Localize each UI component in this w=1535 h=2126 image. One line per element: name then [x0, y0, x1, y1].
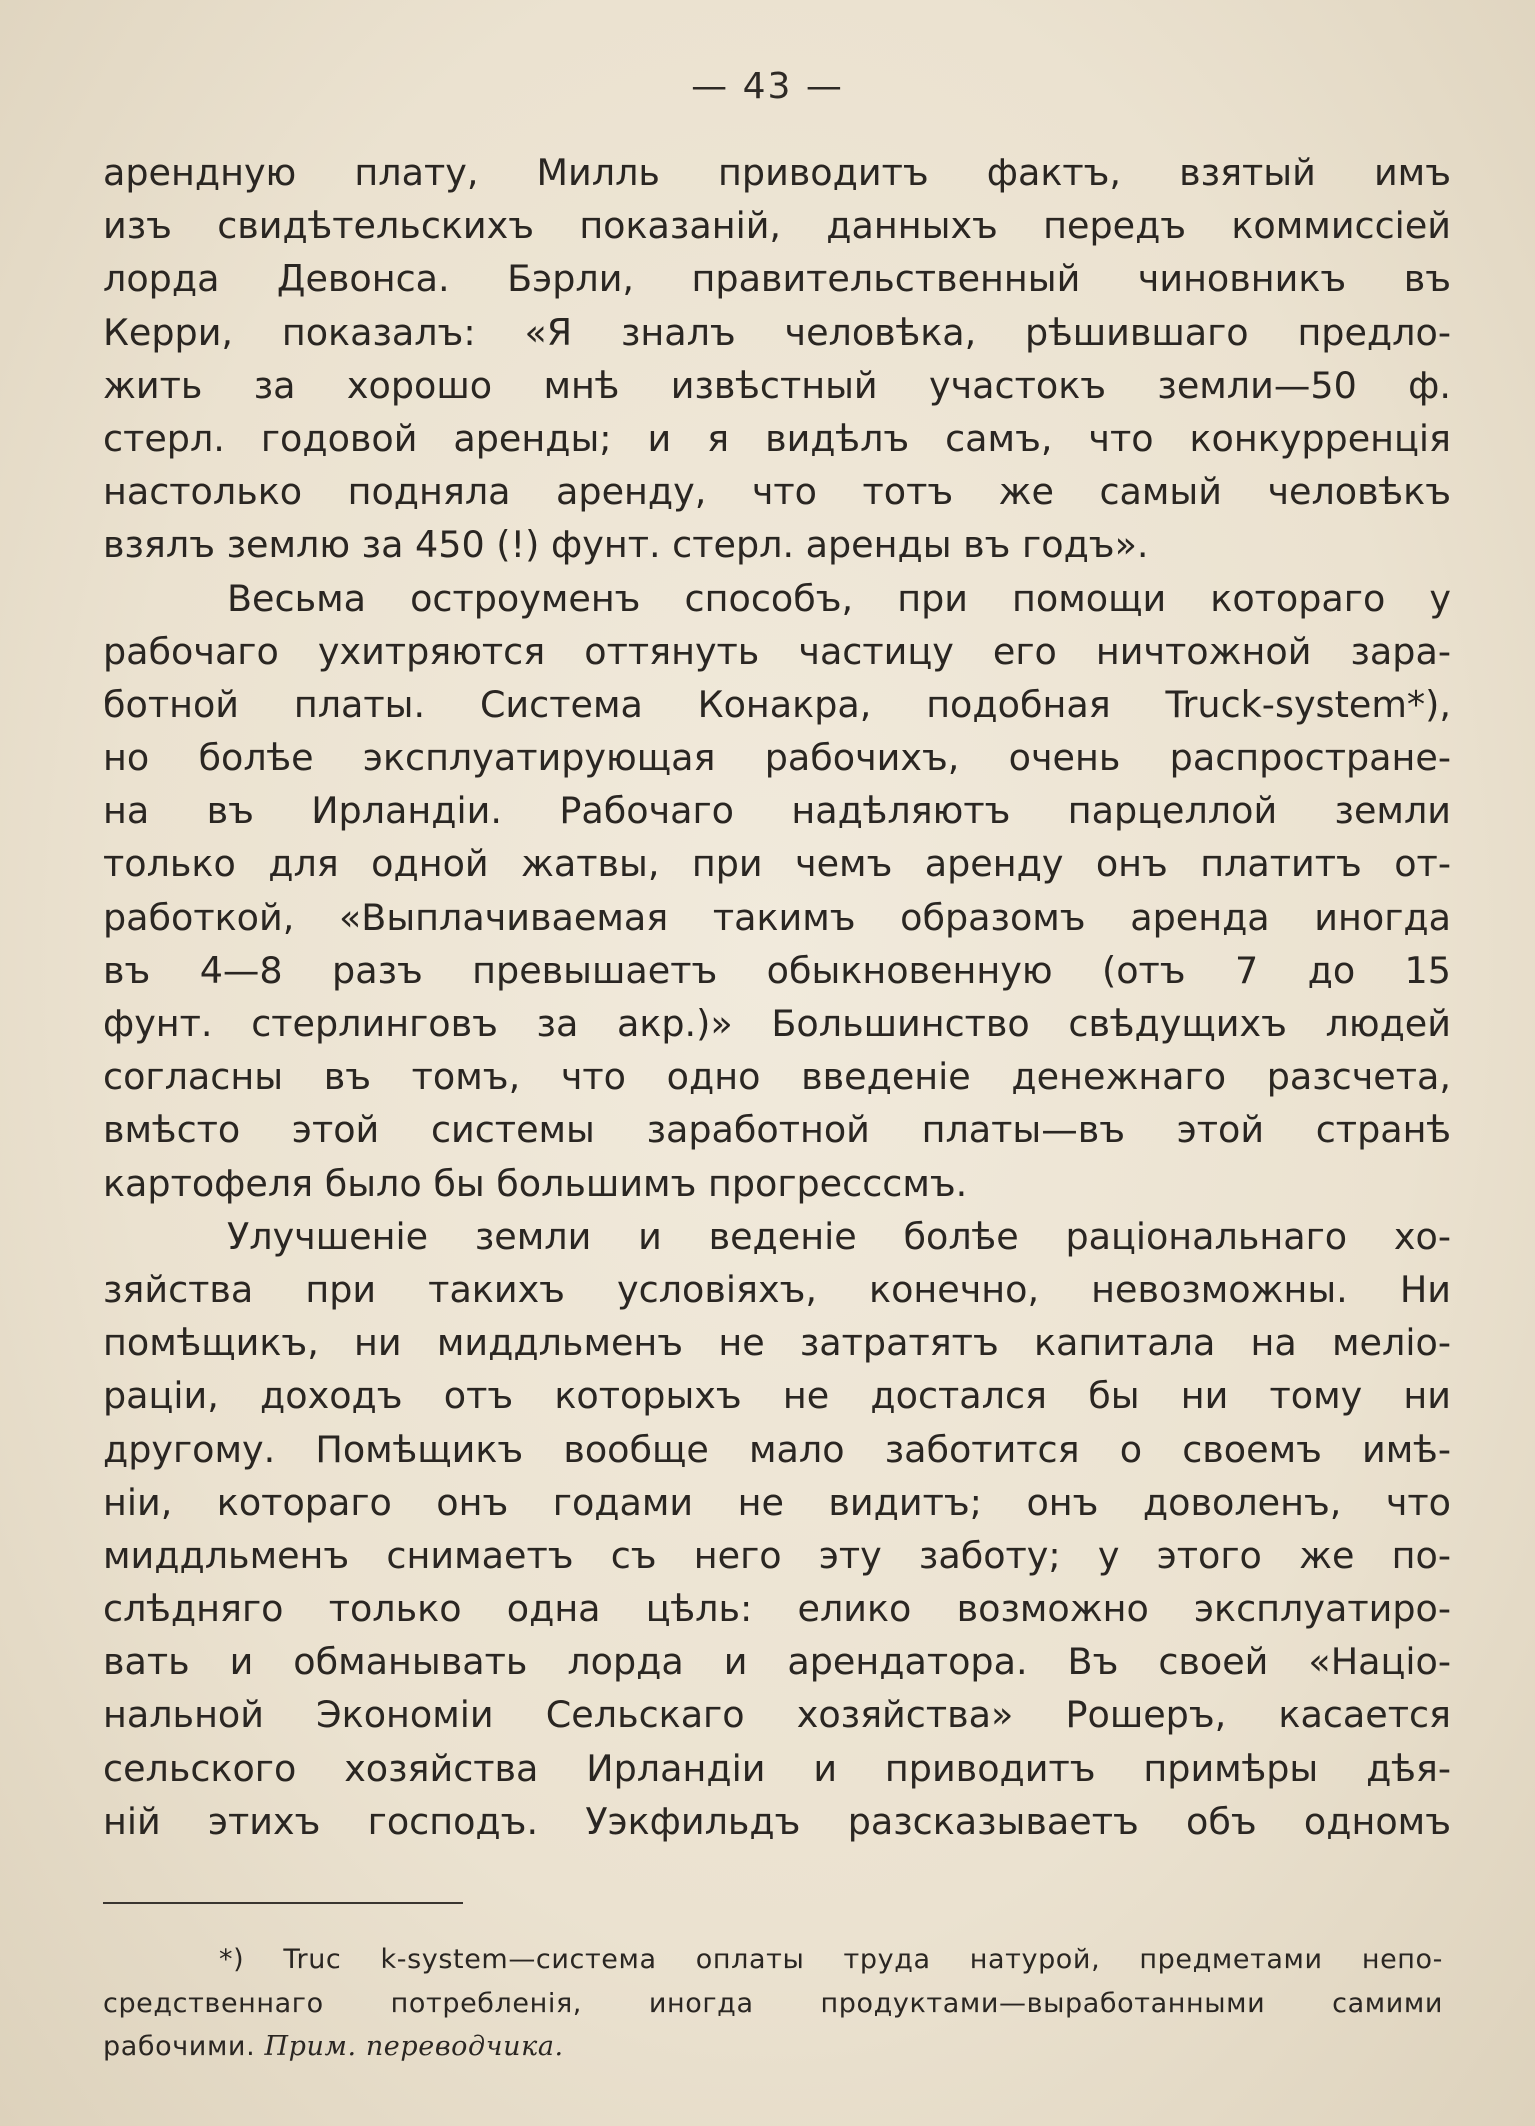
text-line: настолько подняла аренду, что тотъ же самый человѣкъ — [103, 470, 1451, 514]
text-line: зяйства при такихъ условіяхъ, конечно, невозможны. Ни — [103, 1267, 1451, 1311]
text-line: ніи, котораго онъ годами не видитъ; онъ доволенъ, что — [103, 1480, 1451, 1524]
text-line: на въ Ирландіи. Рабочаго надѣляютъ парцеллой земли — [103, 789, 1451, 833]
text-line: изъ свидѣтельскихъ показаній, данныхъ передъ коммиссіей — [103, 204, 1451, 248]
translator-note: Прим. переводчика. — [264, 2031, 564, 2062]
text-line: слѣдняго только одна цѣль: елико возможно эксплуатиро- — [103, 1587, 1451, 1631]
text-line: помѣщикъ, ни миддльменъ не затратятъ капитала на меліо- — [103, 1321, 1451, 1365]
text-line: Керри, показалъ: «Я зналъ человѣка, рѣшившаго предло- — [103, 310, 1451, 354]
page-number: — 43 — — [691, 66, 844, 107]
paragraph-start-line: Улучшеніе земли и веденіе болѣе раціональнаго хо- — [227, 1214, 1451, 1258]
text-line: картофеля было бы большимъ прогресссмъ. — [103, 1161, 968, 1205]
text-line: миддльменъ снимаетъ съ него эту заботу; у этого же по- — [103, 1533, 1451, 1577]
main-text — [103, 146, 1451, 1848]
text-line: стерл. годовой аренды; и я видѣлъ самъ, что конкурренція — [103, 416, 1451, 460]
text-line: раціи, доходъ отъ которыхъ не достался бы ни тому ни — [103, 1374, 1451, 1418]
footnote — [103, 1938, 1443, 2069]
footnote-line — [103, 2025, 1443, 2069]
text-line: ній этихъ господъ. Уэкфильдъ разсказываетъ объ одномъ — [103, 1799, 1451, 1843]
text-line: въ 4—8 разъ превышаетъ обыкновенную (отъ 7 до 15 — [103, 948, 1451, 992]
text-line: взялъ землю за 450 (!) фунт. стерл. аренды въ годъ». — [103, 523, 1149, 567]
text-line: жить за хорошо мнѣ извѣстный участокъ земли—50 ф. — [103, 363, 1451, 407]
footnote-line: *) Truc k-system—система оплаты труда натурой, предметами непо- — [219, 1944, 1443, 1975]
text-line: работкой, «Выплачиваемая такимъ образомъ аренда иногда — [103, 895, 1451, 939]
paragraph-start-line: Весьма остроуменъ способъ, при помощи котораго у — [227, 576, 1451, 620]
text-line: сельского хозяйства Ирландіи и приводитъ примѣры дѣя- — [103, 1746, 1451, 1790]
text-line: вать и обманывать лорда и арендатора. Въ своей «Націо- — [103, 1640, 1451, 1684]
text-line: нальной Экономіи Сельскаго хозяйства» Рошеръ, касается — [103, 1693, 1451, 1737]
text-line: лорда Девонса. Бэрли, правительственный чиновникъ въ — [103, 257, 1451, 301]
text-line: рабочаго ухитряются оттянуть частицу его ничтожной зара- — [103, 629, 1451, 673]
footnote-divider — [103, 1902, 463, 1904]
text-line: арендную плату, Милль приводитъ фактъ, взятый имъ — [103, 151, 1451, 194]
footnote-line: средственнаго потребленія, иногда продуктами—выработанными самими — [103, 1987, 1443, 2019]
text-line: но болѣе эксплуатирующая рабочихъ, очень распростране- — [103, 736, 1451, 780]
text-line: другому. Помѣщикъ вообще мало заботится о своемъ имѣ- — [103, 1427, 1451, 1471]
text-line: только для одной жатвы, при чемъ аренду онъ платитъ от- — [103, 842, 1451, 886]
footnote-text: рабочими. — [103, 2031, 256, 2062]
text-line: фунт. стерлинговъ за акр.)» Большинство свѣдущихъ людей — [103, 1002, 1451, 1045]
text-line: вмѣсто этой системы заработной платы—въ этой странѣ — [103, 1108, 1451, 1152]
text-line: ботной платы. Система Конакра, подобная Truck-system*), — [103, 682, 1451, 726]
text-line: согласны въ томъ, что одно введеніе денежнаго разсчета, — [103, 1055, 1451, 1099]
